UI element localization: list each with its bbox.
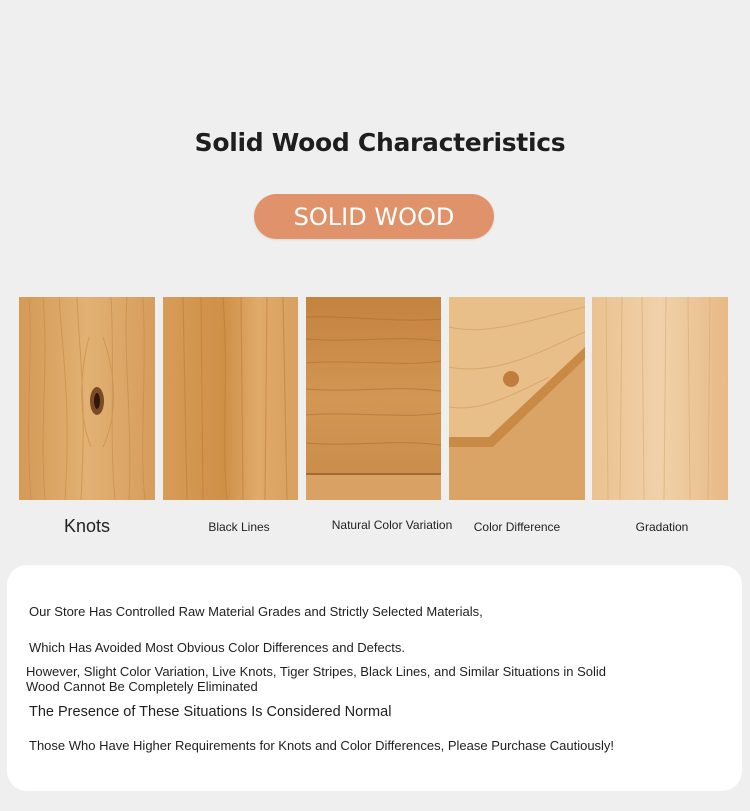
gradation-wood-image <box>592 297 728 500</box>
notice-line-3: However, Slight Color Variation, Live Knots, Tiger Stripes, Black Lines, and Similar Situations in Solid Wood Cannot Be Completely Eliminated <box>26 664 606 694</box>
notice-line-1: Our Store Has Controlled Raw Material Grades and Strictly Selected Materials, <box>29 604 483 619</box>
notice-line-2: Which Has Avoided Most Obvious Color Differences and Defects. <box>29 640 405 655</box>
page-title: Solid Wood Characteristics <box>194 128 566 157</box>
knots-wood-image <box>19 297 155 500</box>
caption-black-lines: Black Lines <box>208 520 270 534</box>
caption-knots: Knots <box>63 516 111 536</box>
notice-line-4: The Presence of These Situations Is Considered Normal <box>29 704 392 720</box>
solid-wood-badge: SOLID WOOD <box>254 194 494 239</box>
caption-natural-color-variation: Natural Color Variation <box>331 518 453 532</box>
color-difference-wood-image <box>449 297 585 500</box>
notice-line-5: Those Who Have Higher Requirements for Knots and Color Differences, Please Purchase Cautiously! <box>29 738 615 753</box>
black-lines-wood-image <box>163 297 298 500</box>
caption-color-difference: Color Difference <box>473 520 561 534</box>
color-variation-wood-image <box>306 297 441 500</box>
caption-gradation: Gradation <box>635 520 689 534</box>
